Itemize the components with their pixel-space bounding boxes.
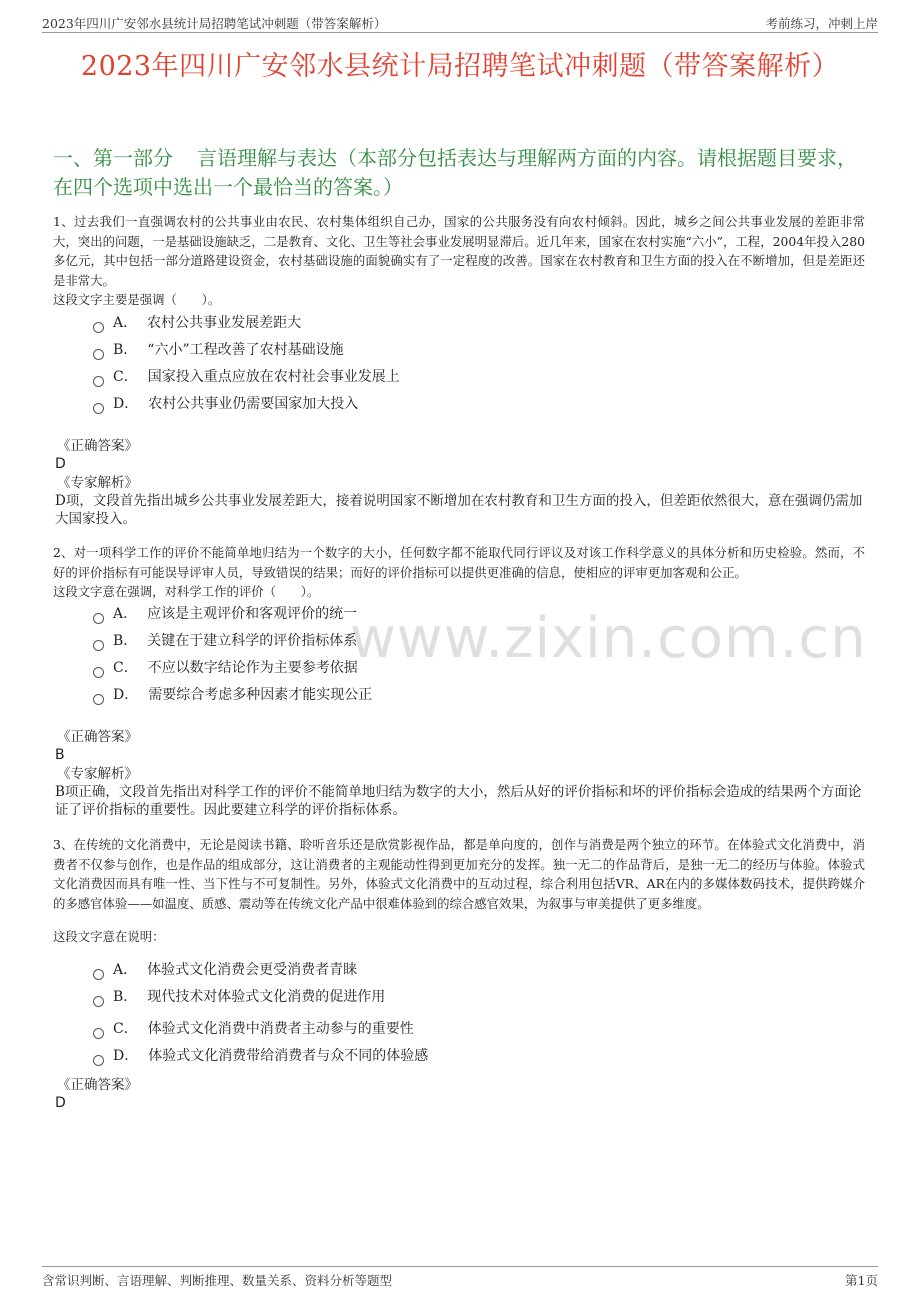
question-2-stem: 这段文字意在强调，对科学工作的评价（ ）。 [53, 584, 320, 599]
question-3-option-c[interactable]: C． 体验式文化消费中消费者主动参与的重要性 [93, 1018, 414, 1040]
radio-icon[interactable] [93, 1028, 104, 1039]
question-1-answer-label: 《正确答案》 [57, 438, 138, 454]
page-header [42, 12, 878, 33]
question-2-analysis-label: 《专家解析》 [57, 766, 138, 782]
radio-icon[interactable] [93, 349, 104, 360]
question-1-option-a[interactable]: A． 农村公共事业发展差距大 [93, 312, 301, 334]
section-part: 一、第一部分 [53, 146, 173, 170]
section-title [53, 144, 873, 202]
radio-icon[interactable] [93, 996, 104, 1007]
question-2-option-b[interactable]: B． 关键在于建立科学的评价指标体系 [93, 630, 357, 652]
question-1-answer: D [55, 456, 66, 472]
header-slogan: 考前练习，冲刺上岸 [765, 16, 878, 31]
question-3-option-b[interactable]: B． 现代技术对体验式文化消费的促进作用 [93, 986, 385, 1008]
question-1-option-d[interactable]: D． 农村公共事业仍需要国家加大投入 [93, 393, 358, 415]
radio-icon[interactable] [93, 403, 104, 414]
radio-icon[interactable] [93, 694, 104, 705]
question-1-text: 1、过去我们一直强调农村的公共事业由农民、农村集体组织自己办，国家的公共服务没有向农村倾斜。因此，城乡之间公共事业发展的差距非常大，突出的问题，一是基础设施缺乏，二是教育、文化、卫生等社会事业发展明显滞后。近几年来，国家在农村实施“六小”，工程，2004年投入280多亿元，其中包括一部分道路建设资金，农村基础设施的面貌确实有了一定程度的改善。国家在农村教育和卫生方面的投入在不断增加，但是差距还是非常大。 [53, 214, 865, 288]
question-3-option-a[interactable]: A． 体验式文化消费会更受消费者青睐 [93, 959, 357, 981]
section-name: 言语理解与表达（本部分包括表达与理解两方面的内容。请根据题目要求，在四个选项中选出一个最恰当的答案。） [53, 146, 857, 199]
radio-icon[interactable] [93, 969, 104, 980]
question-3-stem: 这段文字意在说明： [53, 929, 165, 944]
question-2-answer-label: 《正确答案》 [57, 729, 138, 745]
question-3-text: 3、在传统的文化消费中，无论是阅读书籍、聆听音乐还是欣赏影视作品，都是单向度的，创作与消费是两个独立的环节。在体验式文化消费中，消费者不仅参与创作，也是作品的组成部分，这让消费者的主观能动性得到更加充分的发挥。独一无二的作品背后，是独一无二的经历与体验。体验式文化消费因而具有唯一性、当下性与不可复制性。另外，体验式文化消费中的互动过程，综合利用包括VR、AR在内的多媒体数码技术，提供跨媒介的多感官体验——如温度、质感、震动等在传统文化产品中很难体验到的综合感官效果，为叙事与审美提供了更多维度。 [53, 837, 865, 911]
radio-icon[interactable] [93, 322, 104, 333]
question-3-option-d[interactable]: D． 体验式文化消费带给消费者与众不同的体验感 [93, 1045, 428, 1067]
header-doc-title: 2023年四川广安邻水县统计局招聘笔试冲刺题（带答案解析） [42, 16, 387, 31]
question-3-answer: D [55, 1095, 66, 1111]
question-2-text: 2、对一项科学工作的评价不能简单地归结为一个数字的大小，任何数字都不能取代同行评议及对该工作科学意义的具体分析和历史检验。然而，不好的评价指标有可能误导评审人员，导致错误的结果；而好的评价指标可以提供更准确的信息，使相应的评审更加客观和公正。 [53, 545, 865, 580]
question-1-analysis: D项，文段首先指出城乡公共事业发展差距大，接着说明国家不断增加在农村教育和卫生方面的投入，但差距依然很大，意在强调仍需加大国家投入。 [55, 493, 863, 527]
watermark: www.zixin.com.cn [350, 606, 867, 671]
question-1-analysis-label: 《专家解析》 [57, 475, 138, 491]
question-2-answer: B [55, 747, 65, 763]
question-1-option-c[interactable]: C． 国家投入重点应放在农村社会事业发展上 [93, 366, 400, 388]
question-2-option-a[interactable]: A． 应该是主观评价和客观评价的统一 [93, 603, 357, 625]
radio-icon[interactable] [93, 667, 104, 678]
question-2-analysis: B项正确，文段首先指出对科学工作的评价不能简单地归结为数字的大小，然后从好的评价指标和坏的评价指标会造成的结果两个方面论证了评价指标的重要性。因此要建立科学的评价指标体系。 [55, 784, 862, 818]
radio-icon[interactable] [93, 613, 104, 624]
question-2-option-d[interactable]: D． 需要综合考虑多种因素才能实现公正 [93, 684, 372, 706]
radio-icon[interactable] [93, 376, 104, 387]
page-number: 第1页 [845, 1273, 878, 1288]
document-title: 2023年四川广安邻水县统计局招聘笔试冲刺题（带答案解析） [80, 51, 840, 82]
page-footer [42, 1266, 878, 1289]
radio-icon[interactable] [93, 640, 104, 651]
question-2-option-c[interactable]: C． 不应以数字结论作为主要参考依据 [93, 657, 358, 679]
question-3-answer-label: 《正确答案》 [57, 1077, 138, 1093]
footer-note: 含常识判断、言语理解、判断推理、数量关系、资料分析等题型 [42, 1273, 393, 1288]
question-1-option-b[interactable]: B． “六小”工程改善了农村基础设施 [93, 339, 344, 361]
question-1-stem: 这段文字主要是强调（ ）。 [53, 292, 221, 307]
radio-icon[interactable] [93, 1055, 104, 1066]
